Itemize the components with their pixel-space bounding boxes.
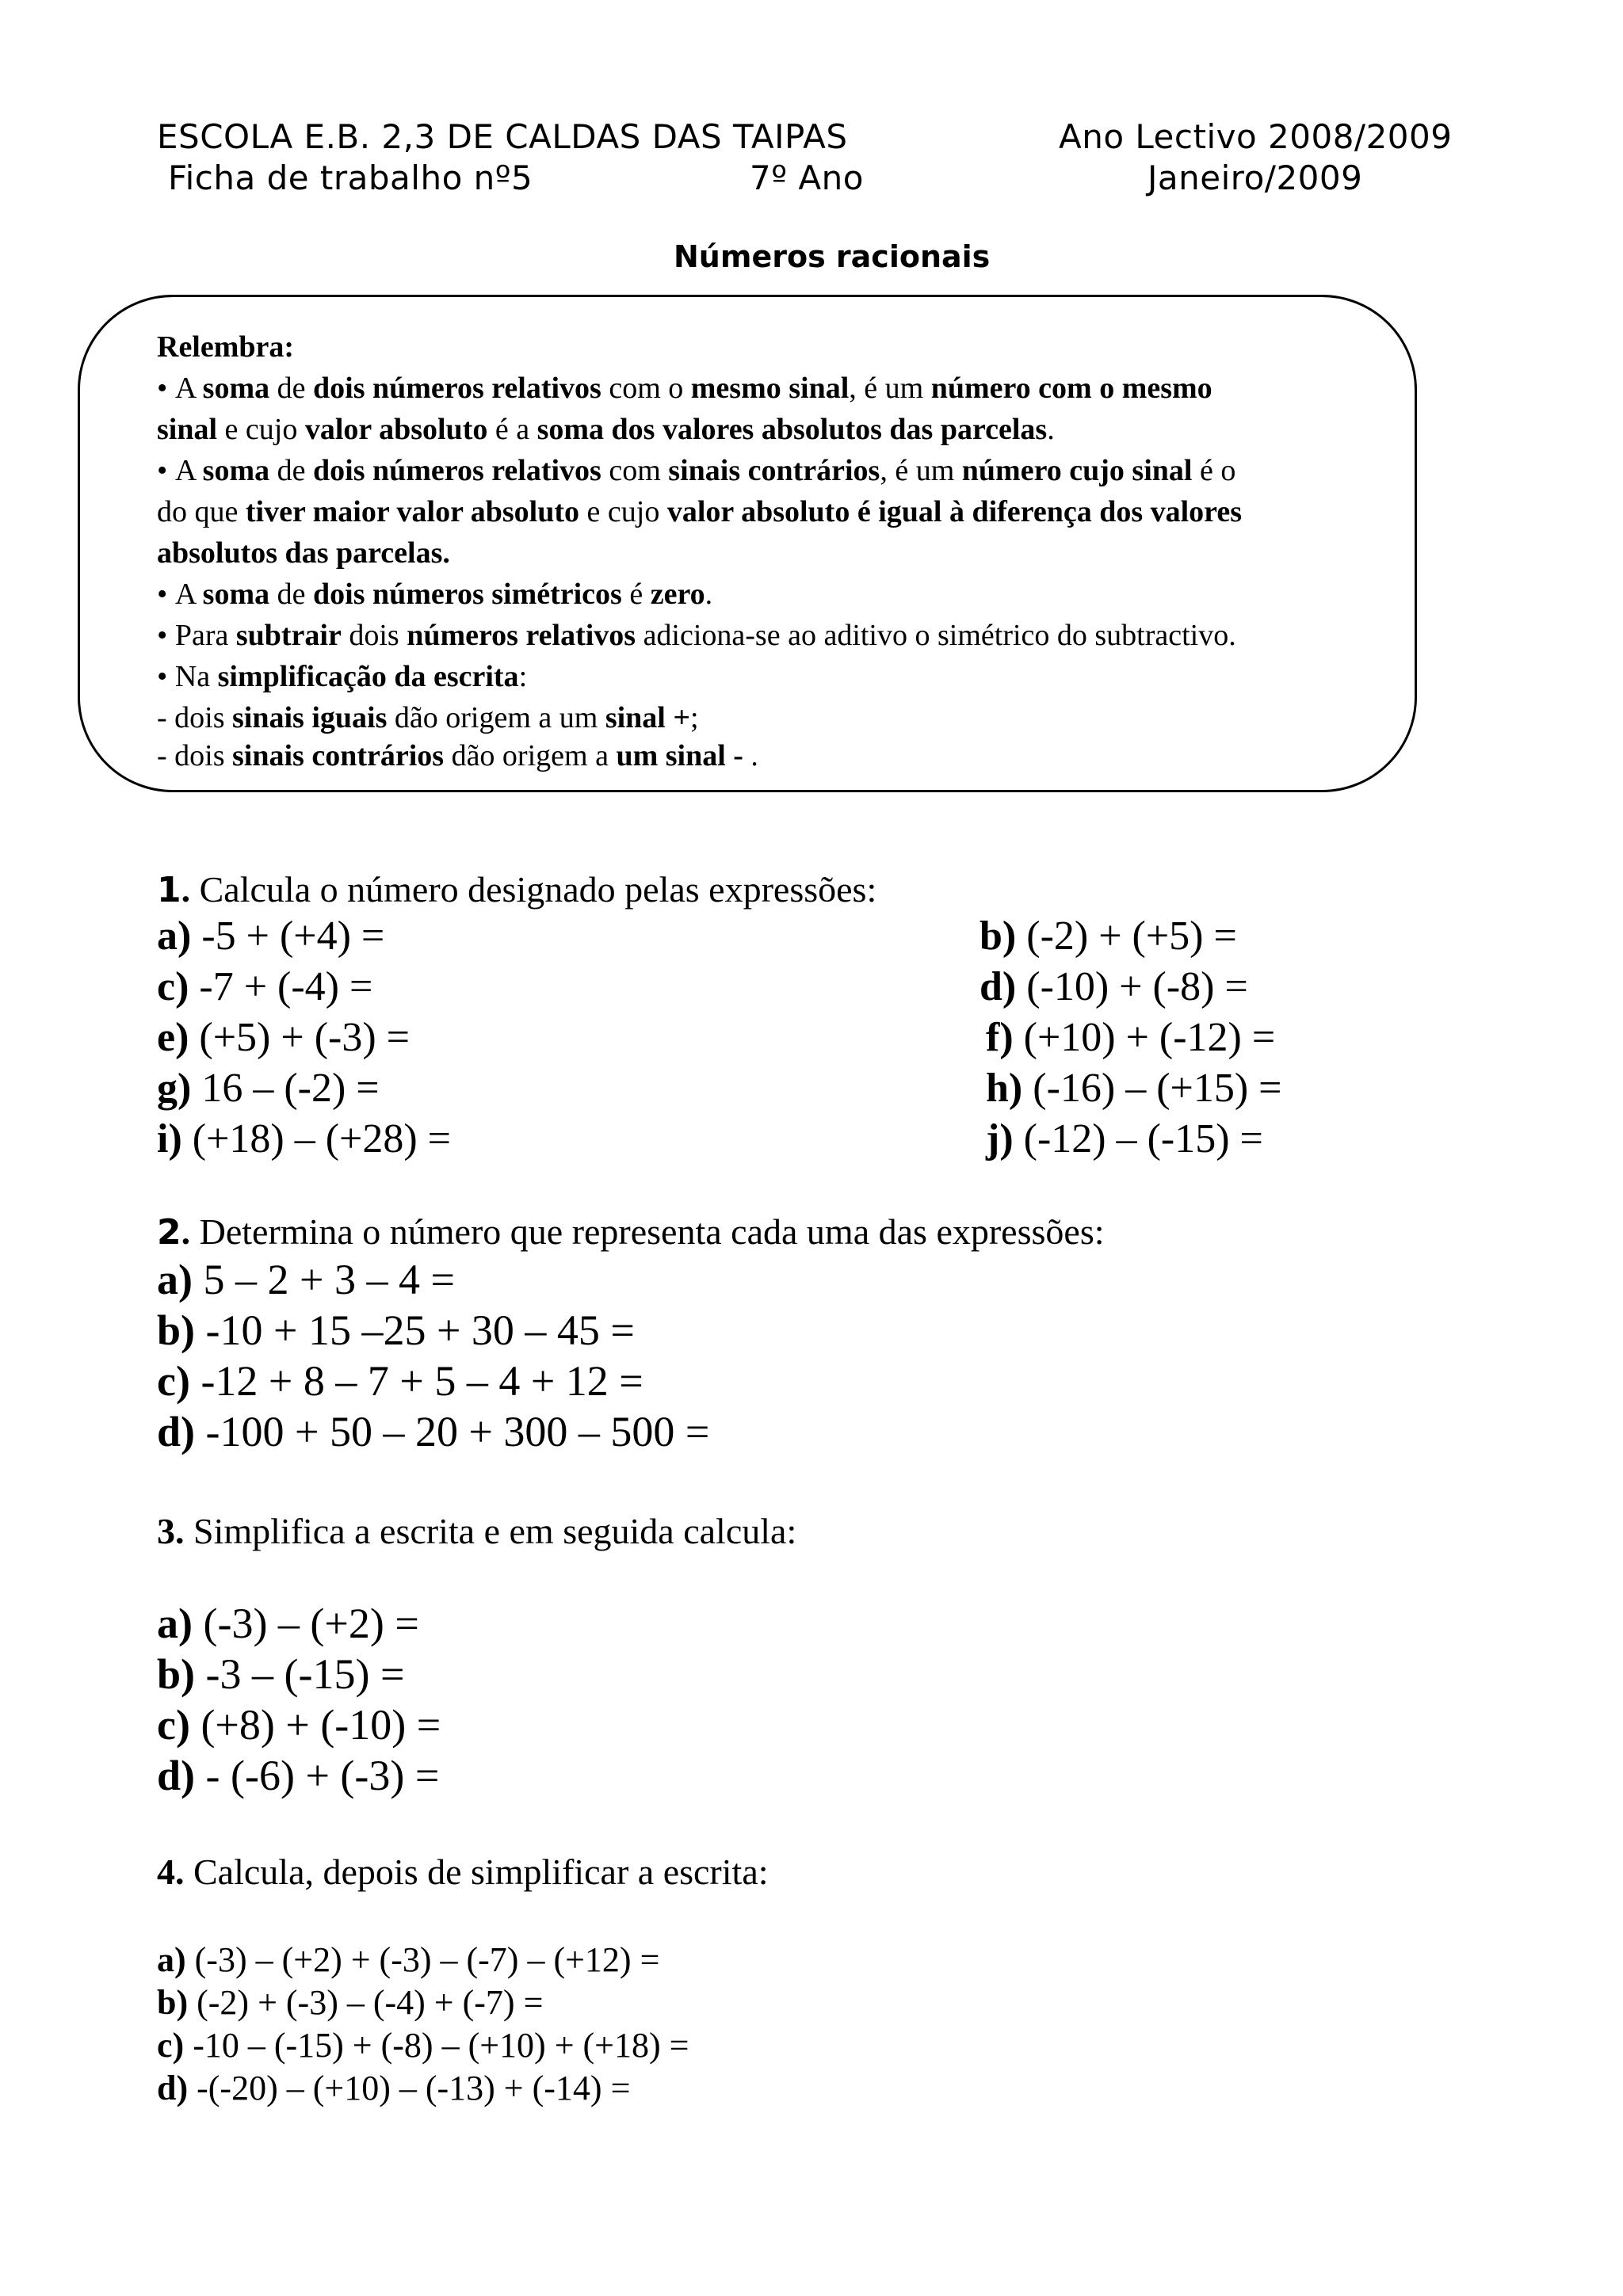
reminder-line-3: • A soma de dois números relativos com sinais contrários, é um número cujo sinal é o: [157, 454, 1236, 487]
reminder-line-10: - dois sinais contrários dão origem a um sinal - .: [157, 739, 758, 772]
q2-item-d: d) -100 + 50 – 20 + 300 – 500 =: [157, 1408, 710, 1455]
date-label: Janeiro/2009: [1148, 158, 1363, 197]
q1-item-c: c) -7 + (-4) =: [157, 964, 373, 1009]
q3-item-c: c) (+8) + (-10) =: [157, 1701, 441, 1749]
q1-item-a: a) -5 + (+4) =: [157, 913, 385, 959]
q2-item-a: a) 5 – 2 + 3 – 4 =: [157, 1256, 455, 1303]
reminder-line-6: • A soma de dois números simétricos é zero.: [157, 578, 713, 611]
q4-item-d: d) -(-20) – (+10) – (-13) + (-14) =: [157, 2069, 631, 2107]
grade-label: 7º Ano: [750, 158, 864, 197]
reminder-heading: Relembra:: [157, 330, 295, 364]
question-4-title: 4. Calcula, depois de simplificar a escrita:: [157, 1852, 769, 1892]
q4-item-a: a) (-3) – (+2) + (-3) – (-7) – (+12) =: [157, 1940, 660, 1979]
reminder-line-2: sinal e cujo valor absoluto é a soma dos valores absolutos das parcelas.: [157, 413, 1055, 446]
q1-item-i: i) (+18) – (+28) =: [157, 1116, 452, 1161]
q3-item-d: d) - (-6) + (-3) =: [157, 1752, 440, 1799]
school-year: Ano Lectivo 2008/2009: [1059, 117, 1453, 156]
q1-item-h: h) (-16) – (+15) =: [986, 1066, 1282, 1111]
q3-item-a: a) (-3) – (+2) =: [157, 1600, 419, 1647]
q1-item-f: f) (+10) + (-12) =: [986, 1015, 1276, 1060]
question-1-title: 1. Calcula o número designado pelas expressões:: [157, 869, 877, 910]
q2-item-b: b) -10 + 15 –25 + 30 – 45 =: [157, 1306, 635, 1354]
question-2-title: 2. Determina o número que representa cada uma das expressões:: [157, 1211, 1105, 1253]
question-3-title: 3. Simplifica a escrita e em seguida calcula:: [157, 1511, 797, 1551]
reminder-line-1: • A soma de dois números relativos com o mesmo sinal, é um número com o mesmo: [157, 372, 1212, 405]
reminder-line-5: absolutos das parcelas.: [157, 536, 450, 570]
q1-item-d: d) (-10) + (-8) =: [980, 964, 1248, 1009]
page-title: Números racionais: [674, 239, 991, 274]
reminder-line-9: - dois sinais iguais dão origem a um sinal +;: [157, 701, 699, 734]
school-name: ESCOLA E.B. 2,3 DE CALDAS DAS TAIPAS: [157, 117, 848, 156]
reminder-line-4: do que tiver maior valor absoluto e cujo valor absoluto é igual à diferença dos valores: [157, 495, 1243, 528]
q1-item-j: j) (-12) – (-15) =: [986, 1116, 1263, 1161]
q1-item-b: b) (-2) + (+5) =: [980, 913, 1237, 959]
q3-item-b: b) -3 – (-15) =: [157, 1650, 405, 1698]
reminder-line-7: • Para subtrair dois números relativos adiciona-se ao aditivo o simétrico do subtractivo.: [157, 619, 1236, 652]
q1-item-e: e) (+5) + (-3) =: [157, 1015, 410, 1060]
q4-item-c: c) -10 – (-15) + (-8) – (+10) + (+18) =: [157, 2026, 689, 2065]
q1-item-g: g) 16 – (-2) =: [157, 1066, 380, 1111]
worksheet-number: Ficha de trabalho nº5: [168, 158, 533, 197]
q4-item-b: b) (-2) + (-3) – (-4) + (-7) =: [157, 1983, 544, 2022]
q2-item-c: c) -12 + 8 – 7 + 5 – 4 + 12 =: [157, 1357, 643, 1405]
reminder-line-8: • Na simplificação da escrita:: [157, 660, 528, 693]
